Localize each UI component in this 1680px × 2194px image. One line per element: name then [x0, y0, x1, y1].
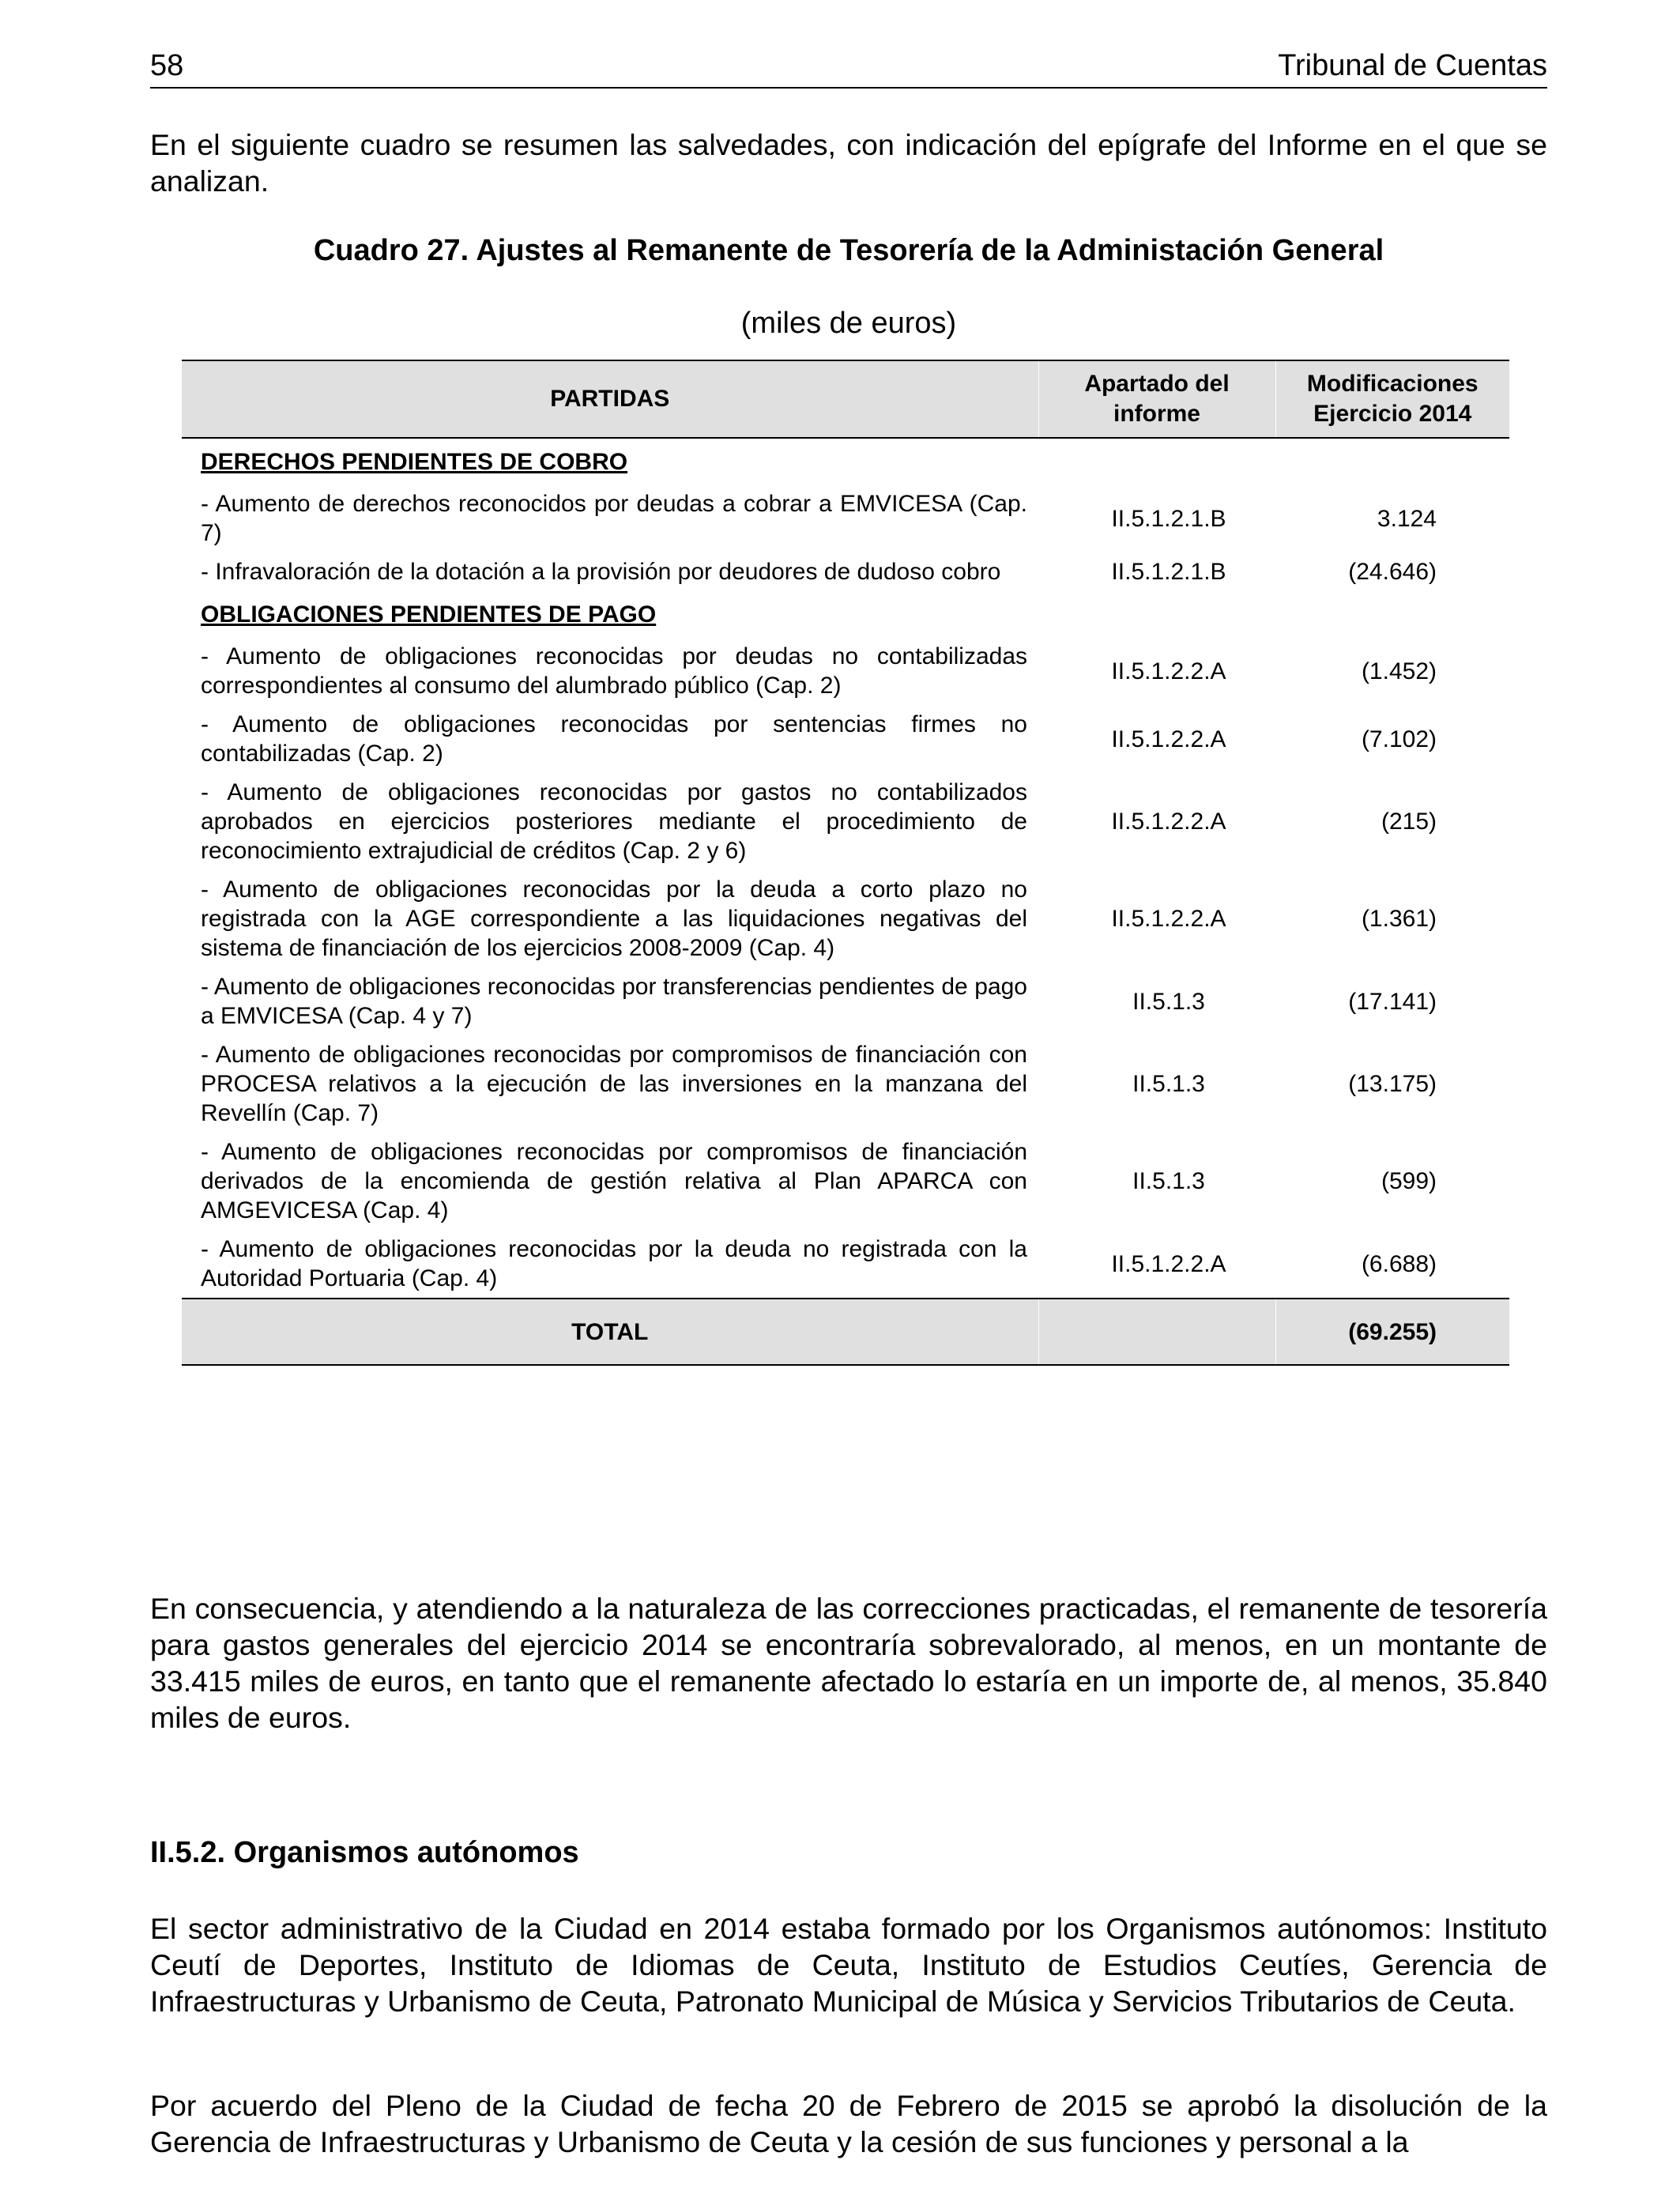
table-row	[182, 552, 1509, 591]
row-description: - Aumento de obligaciones reconocidas por compromisos de financiación derivados de la encomienda de gestión relativa al Plan APARCA con AMGEVICESA (Cap. 4)	[201, 1139, 1027, 1223]
table-row	[182, 773, 1509, 870]
table-row	[182, 967, 1509, 1035]
row-report-section: II.5.1.2.2.A	[1111, 906, 1226, 932]
total-label: TOTAL	[182, 1299, 1038, 1365]
table-row	[182, 1230, 1509, 1299]
row-description: - Infravaloración de la dotación a la provisión por deudores de dudoso cobro	[201, 559, 1001, 585]
row-amount: (6.688)	[1361, 1250, 1437, 1277]
section-row	[182, 438, 1509, 484]
table-row	[182, 870, 1509, 967]
table-row	[182, 637, 1509, 705]
empty-cell	[1038, 438, 1275, 484]
table-header-row	[182, 360, 1509, 438]
section-row	[182, 591, 1509, 637]
row-description: - Aumento de obligaciones reconocidas por sentencias firmes no contabilizadas (Cap. 2)	[201, 711, 1027, 767]
table-body	[182, 438, 1509, 1299]
row-amount: (1.361)	[1361, 906, 1437, 932]
row-report-section: II.5.1.2.2.A	[1111, 809, 1226, 835]
row-amount: (17.141)	[1348, 988, 1437, 1015]
row-amount: (599)	[1381, 1168, 1437, 1194]
row-report-section: II.5.1.3	[1132, 1168, 1205, 1194]
row-amount: (7.102)	[1361, 726, 1437, 752]
row-description: - Aumento de obligaciones reconocidas por la deuda no registrada con la Autoridad Portuaria (Cap. 4)	[201, 1236, 1027, 1291]
table-row	[182, 484, 1509, 552]
table-units: (miles de euros)	[740, 307, 957, 340]
table-row	[182, 1133, 1509, 1230]
row-amount: (24.646)	[1348, 559, 1437, 585]
row-description: - Aumento de obligaciones reconocidas por transferencias pendientes de pago a EMVICESA (Cap. 4 y 7)	[201, 974, 1027, 1029]
row-description: - Aumento de obligaciones reconocidas por gastos no contabilizados aprobados en ejercicios posteriores mediante el procedimiento de reconocimiento extrajudicial de créditos (Cap. 2 y 6)	[201, 779, 1027, 864]
row-report-section: II.5.1.2.2.A	[1111, 658, 1226, 684]
row-report-section: II.5.1.3	[1132, 1071, 1205, 1097]
conclusion-paragraph: En consecuencia, y atendiendo a la naturaleza de las correcciones practicadas, el remanente de tesorería para gastos generales del ejercicio 2014 se encontraría sobrevalorado, al menos, en un montante de 33.415 miles de euros, en tanto que el remanente afectado lo estaría en un importe de, al menos, 35.840 miles de euros.	[150, 1592, 1547, 1734]
table-row	[182, 705, 1509, 773]
column-header-apartado: Apartado del informe	[1038, 360, 1275, 438]
page-header	[150, 46, 1547, 89]
row-report-section: II.5.1.2.1.B	[1111, 505, 1226, 532]
row-report-section: II.5.1.2.2.A	[1111, 726, 1226, 752]
row-amount: 3.124	[1377, 505, 1437, 532]
table-caption: Cuadro 27. Ajustes al Remanente de Tesorería de la Administación General	[313, 234, 1384, 267]
row-amount: (215)	[1381, 809, 1437, 835]
row-amount: (1.452)	[1361, 658, 1437, 684]
column-header-modificaciones: Modificaciones Ejercicio 2014	[1275, 360, 1509, 438]
total-ref-cell	[1038, 1299, 1275, 1365]
column-header-partidas: PARTIDAS	[182, 360, 1038, 438]
page-number: 58	[150, 49, 184, 82]
empty-cell	[1275, 591, 1509, 637]
row-description: - Aumento de derechos reconocidos por deudas a cobrar a EMVICESA (Cap. 7)	[201, 491, 1027, 546]
empty-cell	[1038, 591, 1275, 637]
row-amount: (13.175)	[1348, 1071, 1437, 1097]
row-report-section: II.5.1.3	[1132, 988, 1205, 1015]
total-row	[182, 1299, 1509, 1365]
row-description: - Aumento de obligaciones reconocidas por la deuda a corto plazo no registrada con la AGE correspondiente a las liquidaciones negativas del sistema de financiación de los ejercicios 2008-2009 (Cap. 4)	[201, 876, 1027, 961]
body-paragraph: El sector administrativo de la Ciudad en 2014 estaba formado por los Organismos autónomos: Instituto Ceutí de Deportes, Instituto de Idiomas de Ceuta, Instituto de Estudios Ceutíes, Gerencia de Infraestructuras y Urbanismo de Ceuta, Patronato Municipal de Música y Servicios Tributarios de Ceuta.	[150, 1912, 1547, 2018]
section-title: OBLIGACIONES PENDIENTES DE PAGO	[201, 601, 657, 628]
publication-title: Tribunal de Cuentas	[1278, 49, 1547, 82]
row-description: - Aumento de obligaciones reconocidas por compromisos de financiación con PROCESA relativos a la ejecución de las inversiones en la manzana del Revellín (Cap. 7)	[201, 1042, 1027, 1126]
row-report-section: II.5.1.2.2.A	[1111, 1250, 1226, 1277]
adjustments-table	[182, 360, 1509, 1366]
body-paragraph: Por acuerdo del Pleno de la Ciudad de fecha 20 de Febrero de 2015 se aprobó la disolución de la Gerencia de Infraestructuras y Urbanismo de Ceuta y la cesión de sus funciones y personal a la	[150, 2089, 1547, 2158]
row-description: - Aumento de obligaciones reconocidas por deudas no contabilizadas correspondientes al consumo del alumbrado público (Cap. 2)	[201, 643, 1027, 699]
intro-paragraph: En el siguiente cuadro se resumen las salvedades, con indicación del epígrafe del Informe en el que se analizan.	[150, 128, 1547, 198]
row-report-section: II.5.1.2.1.B	[1111, 559, 1226, 585]
empty-cell	[1275, 438, 1509, 484]
table-row	[182, 1035, 1509, 1133]
section-heading: II.5.2. Organismos autónomos	[150, 1836, 579, 1869]
total-amount: (69.255)	[1275, 1299, 1509, 1365]
section-title: DERECHOS PENDIENTES DE COBRO	[201, 448, 628, 475]
